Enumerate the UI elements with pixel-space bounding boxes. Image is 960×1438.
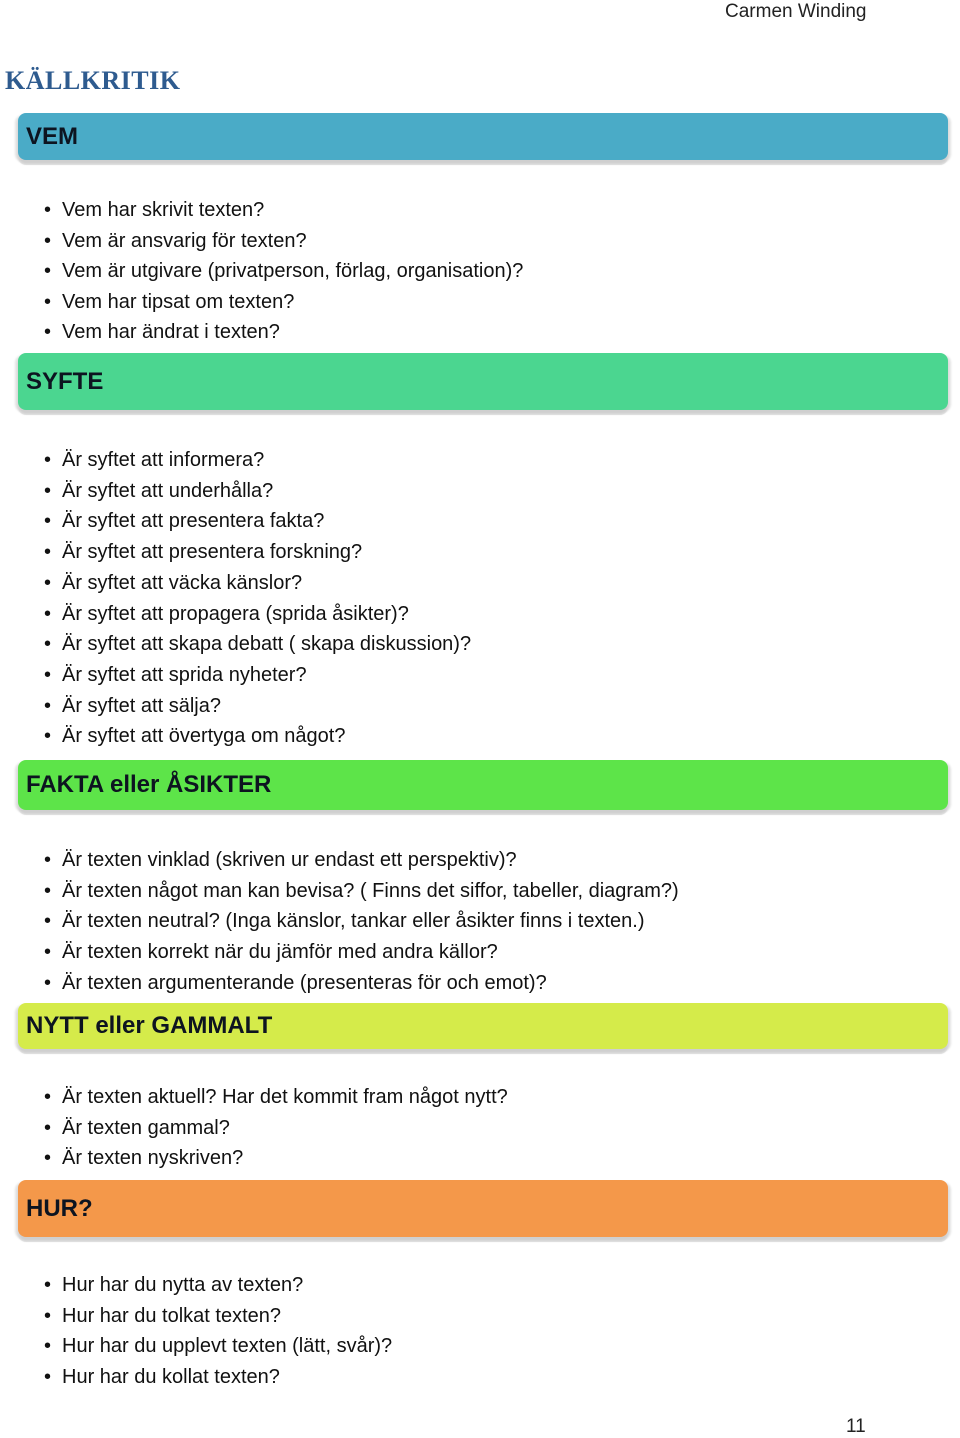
list-item: • Vem är utgivare (privatperson, förlag, organisation)? [44, 256, 523, 287]
section-heading-syfte: SYFTE [18, 353, 948, 410]
page-title: KÄLLKRITIK [5, 66, 181, 95]
list-item: • Är texten något man kan bevisa? ( Finns det siffor, tabeller, diagram?) [44, 876, 679, 907]
section-heading-hur: HUR? [18, 1180, 948, 1237]
list-item: • Hur har du kollat texten? [44, 1362, 392, 1393]
list-item: • Är syftet att presentera fakta? [44, 506, 471, 537]
question-list-nytt [44, 1082, 508, 1174]
list-item: • Är texten neutral? (Inga känslor, tankar eller åsikter finns i texten.) [44, 906, 679, 937]
list-item: • Är texten nyskriven? [44, 1143, 508, 1174]
list-item: • Är syftet att sälja? [44, 691, 471, 722]
list-item: • Är syftet att sprida nyheter? [44, 660, 471, 691]
list-item: • Är syftet att informera? [44, 445, 471, 476]
list-item: • Vem är ansvarig för texten? [44, 226, 523, 257]
list-item: • Vem har skrivit texten? [44, 195, 523, 226]
list-item: • Är texten vinklad (skriven ur endast ett perspektiv)? [44, 845, 679, 876]
list-item: • Hur har du nytta av texten? [44, 1270, 392, 1301]
list-item: • Är syftet att skapa debatt ( skapa diskussion)? [44, 629, 471, 660]
list-item: • Vem har tipsat om texten? [44, 287, 523, 318]
list-item: • Hur har du upplevt texten (lätt, svår)? [44, 1331, 392, 1362]
author-name: Carmen Winding [725, 1, 867, 22]
list-item: • Är texten aktuell? Har det kommit fram något nytt? [44, 1082, 508, 1113]
list-item: • Är syftet att underhålla? [44, 476, 471, 507]
question-list-hur [44, 1270, 392, 1393]
list-item: • Är texten korrekt när du jämför med andra källor? [44, 937, 679, 968]
question-list-vem [44, 195, 523, 348]
question-list-fakta [44, 845, 679, 999]
page-number: 11 [846, 1416, 866, 1437]
list-item: • Är syftet att presentera forskning? [44, 537, 471, 568]
section-heading-nytt: NYTT eller GAMMALT [18, 1003, 948, 1049]
list-item: • Är syftet att propagera (sprida åsikter)? [44, 599, 471, 630]
question-list-syfte [44, 445, 471, 752]
list-item: • Är syftet att övertyga om något? [44, 721, 471, 752]
list-item: • Är texten argumenterande (presenteras för och emot)? [44, 968, 679, 999]
list-item: • Är syftet att väcka känslor? [44, 568, 471, 599]
list-item: • Är texten gammal? [44, 1113, 508, 1144]
section-heading-vem: VEM [18, 113, 948, 160]
section-heading-fakta: FAKTA eller ÅSIKTER [18, 760, 948, 810]
list-item: • Vem har ändrat i texten? [44, 317, 523, 348]
list-item: • Hur har du tolkat texten? [44, 1301, 392, 1332]
